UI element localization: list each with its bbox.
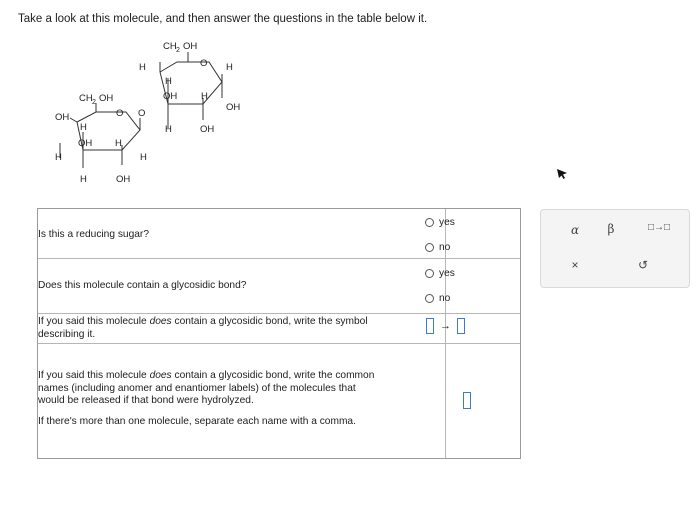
q4-line2: names (including anomer and enantiomer labels) of the molecules that (38, 382, 356, 394)
radio-label: yes (439, 268, 455, 279)
alpha-button[interactable]: α (570, 223, 580, 237)
q3-text-c: describing it. (38, 328, 96, 340)
q4-line4: If there's more than one molecule, separate each name with a comma. (38, 415, 356, 427)
radio-circle-icon[interactable] (425, 218, 434, 227)
mol-oh-left: OH (55, 112, 70, 123)
answer-cell (446, 344, 520, 458)
mol-oh-2: OH (226, 102, 241, 113)
question-cell (38, 344, 446, 458)
question-bond-symbol (38, 316, 442, 341)
mol-h-6: H (80, 122, 87, 133)
mol-ring-o-left: O (116, 108, 124, 119)
mol-ch2oh-top: CH (163, 41, 177, 52)
disaccharide-structure (0, 0, 700, 200)
mol-h-7: H (115, 138, 122, 149)
symbol-right-box[interactable] (457, 318, 465, 334)
clear-button[interactable]: × (571, 258, 579, 272)
mol-h-10: H (80, 174, 87, 185)
question-glycosidic-bond: Does this molecule contain a glycosidic bond? (38, 280, 247, 291)
mol-ch2oh-left-tail: OH (99, 93, 114, 104)
answer-cell (446, 259, 520, 313)
mol-oh-1: OH (163, 91, 178, 102)
table-row-names (38, 344, 520, 458)
radio-label: no (439, 242, 451, 253)
mol-sub2-top: 2 (176, 47, 180, 54)
radio-glycosidic-no[interactable] (425, 293, 450, 304)
instruction-text: Take a look at this molecule, and then answer the questions in the table below it. (18, 13, 428, 25)
q4-line1-a: If you said this molecule (38, 370, 150, 381)
common-names-input[interactable] (463, 392, 471, 409)
arrow-icon: → (440, 320, 451, 332)
mol-oh-4: OH (78, 138, 93, 149)
mol-ch2oh-left: CH (79, 93, 93, 104)
question-cell (38, 314, 446, 343)
q4-line3: would be released if that bond were hydrolyzed. (38, 395, 254, 406)
mouse-pointer-icon (556, 168, 568, 180)
beta-button[interactable]: β (607, 222, 615, 236)
radio-circle-icon[interactable] (425, 243, 434, 252)
radio-reducing-yes[interactable] (425, 217, 455, 228)
mol-oh-5: OH (116, 174, 131, 185)
q4-line1-emph: does (149, 370, 172, 381)
mol-h-4: H (201, 91, 208, 102)
radio-circle-icon[interactable] (425, 269, 434, 278)
mol-ring-o-right: O (200, 58, 208, 69)
question-cell (38, 209, 446, 258)
question-cell (38, 259, 446, 313)
bond-symbol-input[interactable] (426, 318, 465, 334)
symbol-left-box[interactable] (426, 318, 434, 334)
arrow-template-button[interactable]: □→□ (647, 222, 671, 233)
mol-h-5: H (165, 124, 172, 135)
mol-sub2-left: 2 (92, 99, 96, 106)
answer-cell (446, 209, 520, 258)
mol-bridge-o: O (138, 108, 146, 119)
mol-ch2oh-top-tail: OH (183, 41, 198, 52)
radio-label: yes (439, 217, 455, 228)
right-ring (160, 52, 222, 128)
mol-h-2: H (226, 62, 233, 73)
radio-label: no (439, 293, 451, 304)
mol-h-3: H (165, 76, 172, 87)
mol-oh-3: OH (200, 124, 215, 135)
undo-icon[interactable]: ↺ (637, 258, 649, 272)
symbol-palette (540, 209, 690, 288)
mol-h-1: H (139, 62, 146, 73)
radio-circle-icon[interactable] (425, 294, 434, 303)
question-reducing-sugar: Is this a reducing sugar? (38, 229, 149, 240)
q3-text-b: contain a glycosidic bond, write the symbol (171, 316, 368, 327)
question-common-names (38, 370, 442, 428)
left-ring (60, 103, 140, 168)
radio-reducing-no[interactable] (425, 242, 450, 253)
mol-h-8: H (55, 152, 62, 163)
q4-line1-b: contain a glycosidic bond, write the common (171, 370, 375, 381)
q3-text-a: If you said this molecule (38, 316, 150, 327)
mol-h-9: H (140, 152, 147, 163)
radio-glycosidic-yes[interactable] (425, 268, 455, 279)
q3-text-emph: does (149, 316, 172, 327)
